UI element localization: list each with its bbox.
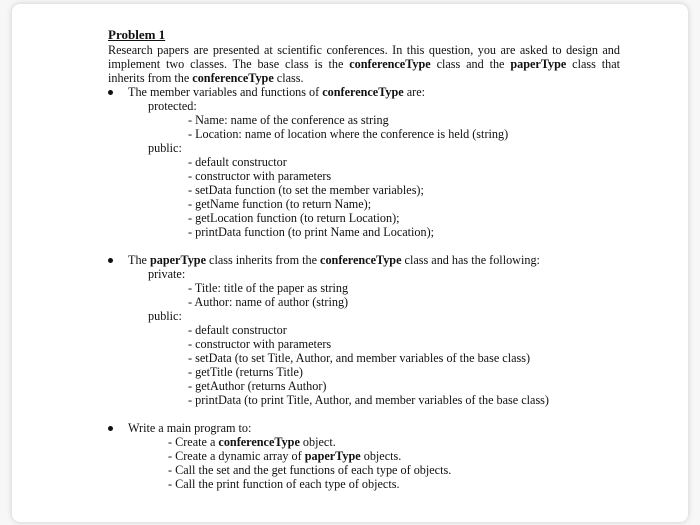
list-item: - printData (to print Title, Author, and member variables of the base class) (188, 393, 549, 407)
list-item (168, 477, 620, 491)
class-name-text: conferenceType (218, 435, 300, 449)
text-span: class inherits from the (205, 253, 321, 267)
text-span: - Call the print function of each type of objects. (168, 477, 400, 491)
problem-title: Problem 1 (108, 27, 166, 42)
list-item: - Author: name of author (string) (188, 295, 349, 309)
bullet-icon (108, 258, 113, 263)
list-item: - Name: name of the conference as string (188, 113, 389, 127)
text-span: - Create a dynamic array of (168, 449, 305, 463)
list-item: - getAuthor (returns Author) (188, 379, 327, 393)
public-list (108, 323, 620, 407)
document-page (12, 4, 688, 522)
text-span: class. (273, 71, 304, 85)
text-span: Research papers are presented at scientific conferences. In this question, you are asked to design and implement two classes. The base class is the (108, 43, 620, 71)
class-name-text: conferenceType (320, 253, 402, 267)
list-item: - constructor with parameters (188, 169, 332, 183)
list-item: - constructor with parameters (188, 337, 332, 351)
text-span: class and has the following: (401, 253, 540, 267)
bullet-icon (108, 90, 113, 95)
private-label: private: (148, 267, 186, 281)
list-item (168, 463, 620, 477)
bullet-main-program (108, 421, 620, 435)
list-item: - printData function (to print Name and Location); (188, 225, 435, 239)
text-span: class and the (430, 57, 511, 71)
protected-list (108, 113, 620, 141)
class-name-text: conferenceType (192, 71, 274, 85)
text-span: The (128, 253, 150, 267)
text-span: objects. (360, 449, 402, 463)
text-span: class that inherits from the (108, 57, 621, 85)
bullet-lead (128, 85, 620, 99)
list-item: - default constructor (188, 323, 287, 337)
bullet-conference-type (108, 85, 620, 99)
text-span: are: (403, 85, 426, 99)
protected-label: protected: (148, 99, 197, 113)
list-item (168, 449, 620, 463)
public-list (108, 155, 620, 239)
private-list (108, 281, 620, 309)
bullet-paper-type (108, 253, 620, 267)
class-name-text: paperType (510, 57, 567, 71)
list-item: - Location: name of location where the conference is held (string) (188, 127, 509, 141)
list-item: - getLocation function (to return Location); (188, 211, 400, 225)
class-name-text: paperType (150, 253, 206, 267)
text-span: object. (299, 435, 336, 449)
bullet-lead (128, 253, 620, 267)
bullet-icon (108, 426, 113, 431)
problem-intro (108, 43, 620, 85)
list-item: - getTitle (returns Title) (188, 365, 303, 379)
public-label: public: (148, 141, 182, 155)
class-name-text: paperType (304, 449, 361, 463)
list-item: - setData (to set Title, Author, and member variables of the base class) (188, 351, 531, 365)
class-name-text: conferenceType (349, 57, 431, 71)
text-span: The member variables and functions of (128, 85, 323, 99)
bullet-lead: Write a main program to: (128, 421, 252, 435)
list-item: - Title: title of the paper as string (188, 281, 349, 295)
problem-content (108, 28, 620, 491)
text-span: - Create a (168, 435, 219, 449)
public-label: public: (148, 309, 182, 323)
class-name-text: conferenceType (322, 85, 404, 99)
text-span: - Call the set and the get functions of each type of objects. (168, 463, 452, 477)
list-item: - setData function (to set the member variables); (188, 183, 424, 197)
main-program-list (108, 435, 620, 491)
list-item: - default constructor (188, 155, 287, 169)
list-item: - getName function (to return Name); (188, 197, 372, 211)
list-item (168, 435, 620, 449)
